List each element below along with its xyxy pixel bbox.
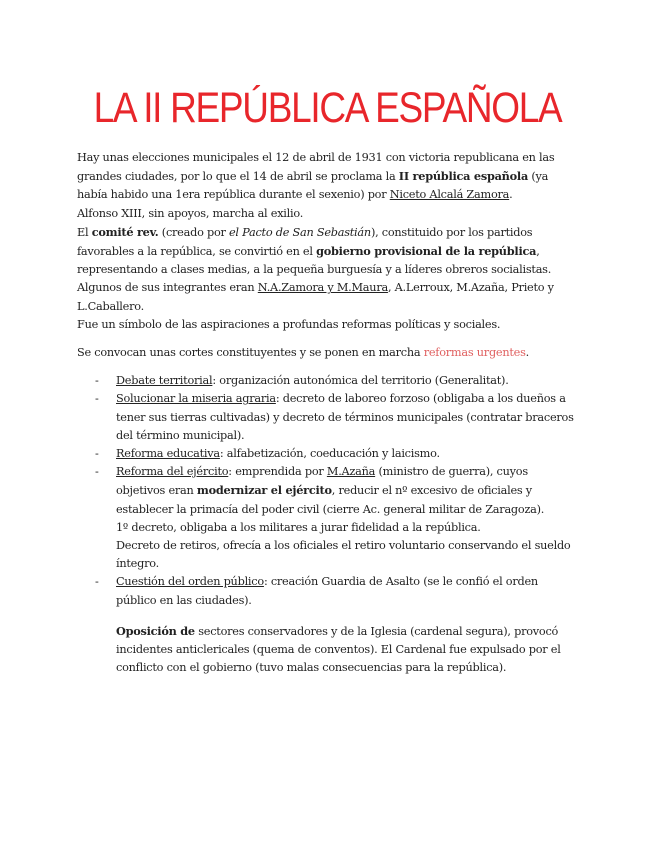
reform-name: Reforma del ejército (116, 465, 229, 479)
page-title: LA II REPÚBLICA ESPAÑOLA (93, 84, 562, 132)
reforms-list (77, 372, 577, 519)
underlined-term: M.Azaña (326, 465, 376, 479)
reforms-list-continued (77, 573, 577, 609)
reforms-intro: Se convocan unas cortes constituyentes y se ponen en marcha reformas urgentes. (77, 346, 530, 360)
intro-paragraph-4: Algunos de sus integrantes eran N.A.Zamora y M.Maura, A.Lerroux, M.Azaña, Prieto y L.Caballero. (77, 281, 554, 313)
reform-name: Cuestión del orden público (116, 575, 264, 589)
list-item-public-order: - Cuestión del orden público: creación Guardia de Asalto (se le confió el orden público en las ciudades). (95, 575, 538, 607)
bold-term: II república española (398, 169, 529, 184)
italic-term: el Pacto de San Sebastián (229, 225, 371, 239)
intro-paragraph-3: El comité rev. (creado por el Pacto de San Sebastián), constituido por los partidos favorables a la república, se convirtió en el gobierno provisional de la república, representando a clases medias, a la pequeña burguesía y a líderes obreros socialistas. (77, 224, 552, 277)
reform-name: Debate territorial (116, 374, 213, 388)
intro-paragraph-1: Hay unas elecciones municipales el 12 de abril de 1931 con victoria republicana en las grandes ciudades, por lo que el 14 de abril se proclama la II república española (ya había habido una 1era república durante el sexenio) por Niceto Alcalá Zamora. (77, 151, 555, 202)
opposition-paragraph: Oposición de sectores conservadores y de la Iglesia (cardenal segura), provocó incidentes anticlericales (quema de conventos). El Cardenal fue expulsado por el conflicto con el gobierno (tuvo malas consecuencias para la república). (116, 623, 561, 675)
reform-name: Reforma educativa (116, 447, 220, 461)
army-decree-2: Decreto de retiros, ofrecía a los oficiales el retiro voluntario conservando el sueldo íntegro. (116, 539, 571, 571)
underlined-term: N.A.Zamora y M.Maura (257, 281, 388, 295)
reform-name: Solucionar la miseria agraria (116, 392, 276, 406)
list-item: - Debate territorial: organización autonómica del territorio (Generalitat). (95, 374, 509, 388)
underlined-term: Niceto Alcalá Zamora (389, 188, 510, 202)
reforms-highlight: reformas urgentes (423, 346, 526, 360)
bold-term: comité rev. (91, 224, 159, 239)
intro-paragraph-5: Fue un símbolo de las aspiraciones a profundas reformas políticas y sociales. (77, 317, 501, 331)
document-body (77, 149, 577, 677)
army-decree-1: 1º decreto, obligaba a los militares a jurar fidelidad a la república. (116, 520, 481, 534)
list-item: - Solucionar la miseria agraria: decreto de laboreo forzoso (obligaba a los dueños a tener sus tierras cultivadas) y decreto de términos municipales (contratar braceros del término municipal). (95, 392, 574, 442)
bold-term: modernizar el ejército (196, 483, 332, 498)
list-item: - Reforma educativa: alfabetización, coeducación y laicismo. (95, 447, 440, 461)
intro-paragraph-2: Alfonso XIII, sin apoyos, marcha al exilio. (77, 206, 304, 220)
bold-term: Oposición de (116, 623, 195, 638)
bold-term: gobierno provisional de la república (316, 244, 537, 259)
list-item-army-reform: - Reforma del ejército: emprendida por M.Azaña (ministro de guerra), cuyos objetivos eran modernizar el ejército, reducir el nº excesivo de oficiales y establecer la primacía del poder civil (cierre Ac. general militar de Zaragoza). (95, 465, 545, 516)
